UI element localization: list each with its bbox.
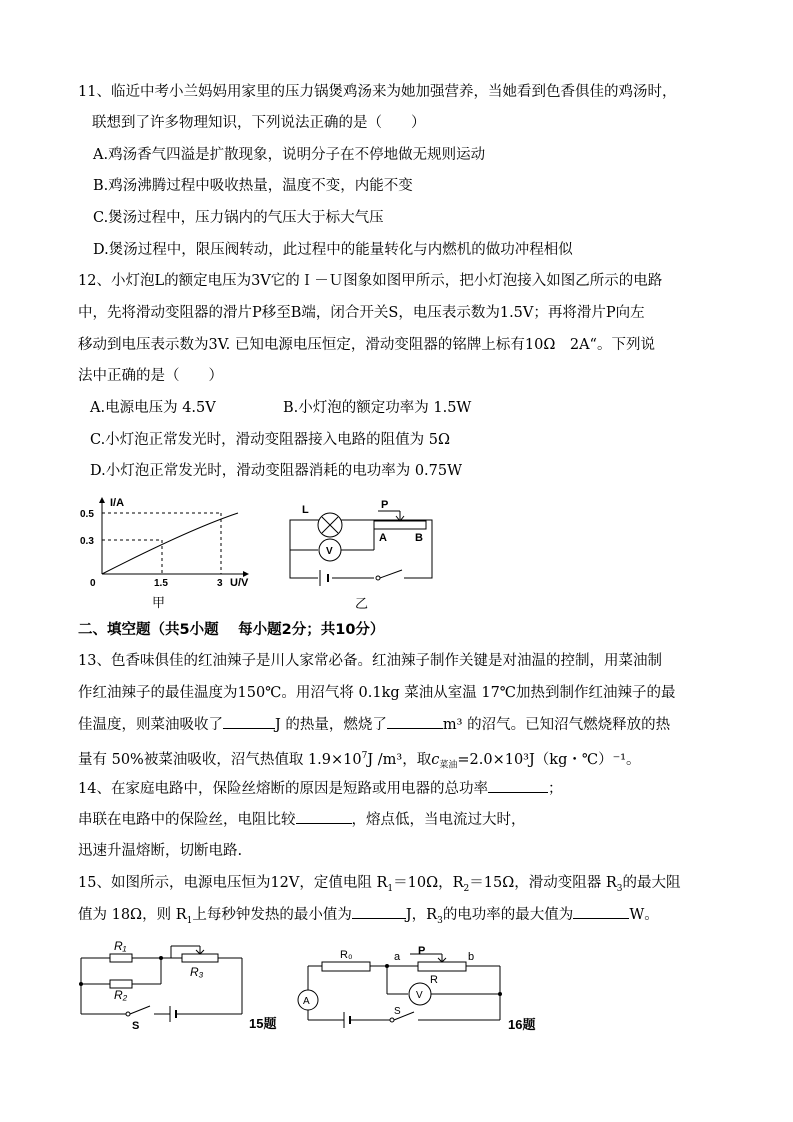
q14-blank-resistance[interactable]	[296, 809, 352, 824]
q14-line2	[78, 809, 526, 830]
r3-label: R₃	[190, 965, 204, 979]
r-label: R	[430, 974, 438, 986]
fig15-caption: 15题	[249, 1016, 277, 1031]
q14-line1	[78, 778, 562, 799]
q15-blank-power[interactable]	[573, 904, 629, 919]
q15-line2-part2: 上每秒钟发热的最小值为	[192, 907, 352, 923]
q15-line2-part1: 值为 18Ω，则 R	[78, 907, 187, 923]
graph-ylabel: I/A	[110, 497, 125, 509]
q13-blank-heat[interactable]	[223, 714, 275, 729]
q15-line2-part4: 的电功率的最大值为	[442, 907, 574, 923]
graph-caption: 甲	[152, 595, 166, 610]
q11-option-c: C.煲汤过程中，压力锅内的气压大于标大气压	[93, 210, 384, 226]
q15-line2-sub-3: 3	[437, 915, 443, 926]
q13-symbol-c: c	[431, 751, 440, 768]
q15-line1-part2: ＝10Ω，R	[393, 875, 464, 891]
q15-line1-part1: 15、如图所示，电源电压恒为12V，定值电阻 R	[78, 875, 388, 891]
end-a-label: A	[379, 532, 387, 544]
q15-line2-sub-1: 1	[186, 915, 193, 926]
node-b-label: b	[468, 951, 475, 963]
r2-label: R₂	[114, 988, 128, 1002]
end-b-label: B	[415, 532, 423, 544]
q15-sub-1: 1	[387, 883, 394, 894]
q12-option-d: D.小灯泡正常发光时，滑动变阻器消耗的电功率为 0.75W	[90, 463, 463, 479]
q12-option-c: C.小灯泡正常发光时，滑动变阻器接入电路的阻值为 5Ω	[90, 432, 451, 448]
fig16-caption: 16题	[508, 1017, 536, 1032]
graph-xlabel: U/V	[230, 577, 249, 589]
switch16-label: S	[394, 1006, 401, 1017]
voltmeter-label: V	[326, 546, 333, 557]
lamp-label: L	[302, 504, 309, 516]
q13-line4-part2: J /m³，取	[367, 751, 432, 768]
q13-line1: 13、色香味俱佳的红油辣子是川人家常必备。红油辣子制作关键是对油温的控制，用菜油制	[78, 653, 662, 669]
q13-line2: 作红油辣子的最佳温度为150℃。用沼气将 0.1kg 菜油从室温 17℃加热到制作红油辣子的最	[78, 685, 676, 701]
slider-label: P	[381, 499, 389, 511]
q13-line4-part1: 量有 50%被菜油吸收，沼气热值取 1.9×10	[78, 751, 362, 768]
q14-line1-text: 14、在家庭电路中，保险丝熔断的原因是短路或用电器的总功率	[78, 781, 488, 797]
q12-stem-line2: 中，先将滑动变阻器的滑片P移至B端，闭合开关S，电压表示数为1.5V；再将滑片P向左	[78, 305, 645, 321]
q12-option-a: A.电源电压为 4.5V	[90, 400, 216, 416]
node-a-label: a	[394, 951, 401, 963]
q14-blank-power[interactable]	[488, 778, 548, 793]
graph-tick-y-high: 0.5	[80, 509, 94, 520]
slider-p-label: P	[418, 945, 426, 957]
q15-line2-part3: J，R	[405, 907, 438, 923]
q14-line1-end: ；	[547, 781, 563, 797]
fig15-circuit	[76, 938, 286, 1034]
switch-label: S	[132, 1020, 140, 1032]
fig12-iu-graph	[80, 494, 270, 612]
q12-stem-line4: 法中正确的是（ ）	[78, 368, 223, 384]
q12-option-b: B.小灯泡的额定功率为 1.5W	[283, 400, 472, 416]
q11-option-d: D.煲汤过程中，限压阀转动，此过程中的能量转化与内燃机的做功冲程相似	[93, 242, 573, 258]
voltmeter16-label: V	[416, 990, 423, 1001]
q14-line2-part1: 串联在电路中的保险丝，电阻比较	[78, 812, 296, 828]
q11-stem-line1: 11、临近中考小兰妈妈用家里的压力锅煲鸡汤来为她加强营养，当她看到色香俱佳的鸡汤时，	[78, 84, 677, 100]
fig16-circuit	[290, 940, 552, 1034]
q14-line3: 迅速升温熔断，切断电路.	[78, 843, 243, 859]
section-heading: 二、填空题（共5小题 每小题2分；共10分）	[78, 622, 385, 638]
q13-line3	[78, 714, 670, 735]
q13-line4-part3: =2.0×10³J（kg・℃）⁻¹。	[457, 751, 641, 768]
q13-line4	[78, 746, 641, 776]
q11-stem-line2: 联想到了许多物理知识，下列说法正确的是（ ）	[92, 115, 426, 131]
q15-line1	[78, 873, 681, 899]
q13-line3-part3: m³ 的沼气。已知沼气燃烧释放的热	[442, 717, 671, 733]
q13-line3-part1: 佳温度，则菜油吸收了	[78, 717, 223, 733]
graph-origin: 0	[90, 578, 96, 589]
q13-subscript: 菜油	[439, 760, 458, 771]
q11-option-a: A.鸡汤香气四溢是扩散现象，说明分子在不停地做无规则运动	[93, 147, 486, 163]
q11-option-b: B.鸡汤沸腾过程中吸收热量，温度不变，内能不变	[93, 178, 413, 194]
ammeter-label: A	[303, 996, 310, 1007]
q15-line1-part4: 的最大阻	[622, 875, 681, 891]
graph-tick-x-high: 3	[217, 578, 223, 589]
q15-line2-part5: W。	[629, 907, 659, 923]
r1-label: R₁	[114, 939, 127, 953]
q14-line2-part2: ，熔点低，当电流过大时，	[351, 812, 526, 828]
q13-blank-gas[interactable]	[387, 714, 443, 729]
graph-tick-y-low: 0.3	[80, 536, 94, 547]
q15-blank-heat[interactable]	[352, 904, 406, 919]
circuit-caption: 乙	[355, 596, 369, 611]
q15-sub-3: 3	[616, 883, 623, 894]
q12-stem-line1: 12、小灯泡L的额定电压为3V它的Ｉ－Ｕ图象如图甲所示，把小灯泡接入如图乙所示的电路	[78, 273, 663, 289]
q13-exponent: 7	[361, 751, 368, 761]
q12-stem-line3: 移动到电压表示数为3V. 已知电源电压恒定，滑动变阻器的铭牌上标有10Ω 2A“。下列说	[78, 337, 655, 353]
q15-line2	[78, 904, 659, 931]
r0-label: R₀	[340, 949, 353, 961]
q13-line3-part2: J 的热量，燃烧了	[275, 717, 387, 733]
graph-tick-x-mid: 1.5	[154, 578, 168, 589]
q15-line1-part3: ＝15Ω，滑动变阻器 R	[469, 875, 617, 891]
q15-sub-2: 2	[463, 883, 470, 894]
fig12-circuit	[282, 496, 442, 612]
